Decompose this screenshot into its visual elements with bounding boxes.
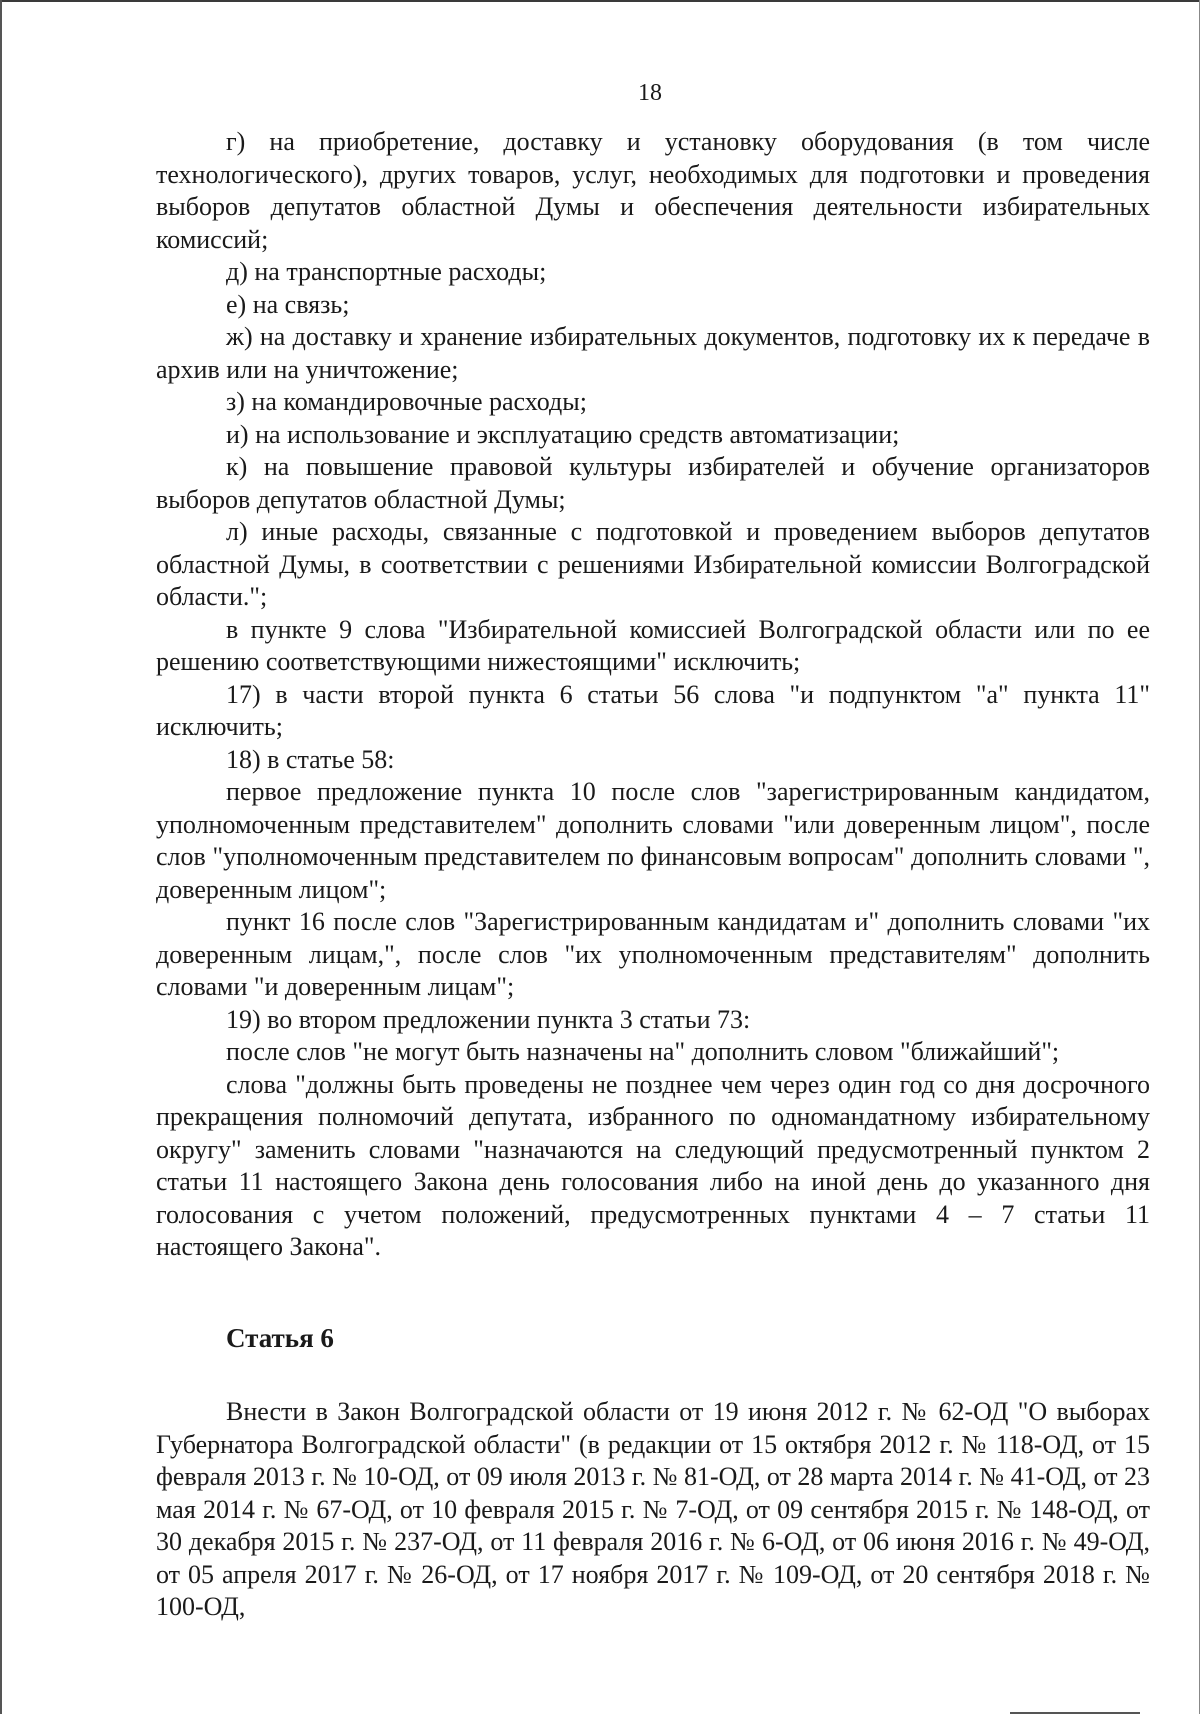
- paragraph-replace-words: слова "должны быть проведены не позднее чем через один год со дня досрочного прекращения полномочий депутата, избранного по одномандатному избирательному округу" заменить словами "назначаются на следующий предусмотренный пунктом 2 статьи 11 настоящего Закона день голосования либо на иной день до указанного дня голосования с учетом положений, предусмотренных пунктами 4 – 7 статьи 11 настоящего Закона".: [156, 1069, 1150, 1261]
- paragraph-item-d: д) на транспортные расходы;: [226, 257, 547, 286]
- paragraph-item-l: л) иные расходы, связанные с подготовкой и проведением выборов депутатов областной Думы, в соответствии с решениями Избирательной комиссии Волгоградской области.";: [156, 517, 1150, 611]
- paragraph-article-6-intro: Внести в Закон Волгоградской области от 19 июня 2012 г. № 62-ОД "О выборах Губернатора Волгоградской области" (в редакции от 15 октября 2012 г. № 118-ОД, от 15 февраля 2013 г. № 10-ОД, от 09 июля 2013 г. № 81-ОД, от 28 марта 2014 г. № 41-ОД, от 23 мая 2014 г. № 67-ОД, от 10 февраля 2015 г. № 7-ОД, от 09 сентября 2015 г. № 148-ОД, от 30 декабря 2015 г. № 237-ОД, от 11 февраля 2016 г. № 6-ОД, от 06 июня 2016 г. № 49-ОД, от 05 апреля 2017 г. № 26-ОД, от 17 ноября 2017 г. № 109-ОД, от 20 сентября 2018 г. № 100-ОД,: [156, 1397, 1150, 1621]
- article-heading: Статья 6: [226, 1322, 334, 1353]
- paragraph-point-16: пункт 16 после слов "Зарегистрированным кандидатам и" дополнить словами "их доверенным лицам,", после слов "их уполномоченным представителям" дополнить словами "и доверенным лицам";: [156, 907, 1150, 1001]
- paragraph-nearest: после слов "не могут быть назначены на" дополнить словом "ближайший";: [226, 1037, 1060, 1066]
- paragraph-point-9: в пункте 9 слова "Избирательной комиссией Волгоградской области или по ее решению соответствующими нижестоящими" исключить;: [156, 614, 1150, 676]
- paragraph-item-k: к) на повышение правовой культуры избирателей и обучение организаторов выборов депутатов областной Думы;: [156, 452, 1150, 514]
- paragraph-amendment-18: 18) в статье 58:: [226, 744, 395, 774]
- paragraph-point-10: первое предложение пункта 10 после слов "зарегистрированным кандидатом, уполномоченным представителем" дополнить словами "или доверенным лицом", после слов "уполномоченным представителем по финансовым вопросам" дополнить словами ", доверенным лицом";: [156, 777, 1150, 904]
- paragraph-item-e: е) на связь;: [226, 289, 350, 319]
- paragraph-item-z: з) на командировочные расходы;: [226, 387, 587, 416]
- scan-border-left: [0, 0, 2, 1714]
- document-body: [156, 126, 1150, 1624]
- paragraph-amendment-17: 17) в части второй пункта 6 статьи 56 слова "и подпунктом "а" пункта 11" исключить;: [156, 679, 1150, 741]
- scan-border-top: [0, 0, 1200, 2]
- paragraph-amendment-19: 19) во втором предложении пункта 3 статьи 73:: [226, 1004, 751, 1034]
- page-number: 18: [638, 80, 662, 106]
- paragraph-item-g: г) на приобретение, доставку и установку оборудования (в том числе технологического), других товаров, услуг, необходимых для подготовки и проведения выборов депутатов областной Думы и обеспечения деятельности избирательных комиссий;: [156, 127, 1150, 254]
- paragraph-item-i: и) на использование и эксплуатацию средств автоматизации;: [226, 419, 900, 449]
- paragraph-item-zh: ж) на доставку и хранение избирательных документов, подготовку их к передаче в архив или на уничтожение;: [156, 322, 1150, 384]
